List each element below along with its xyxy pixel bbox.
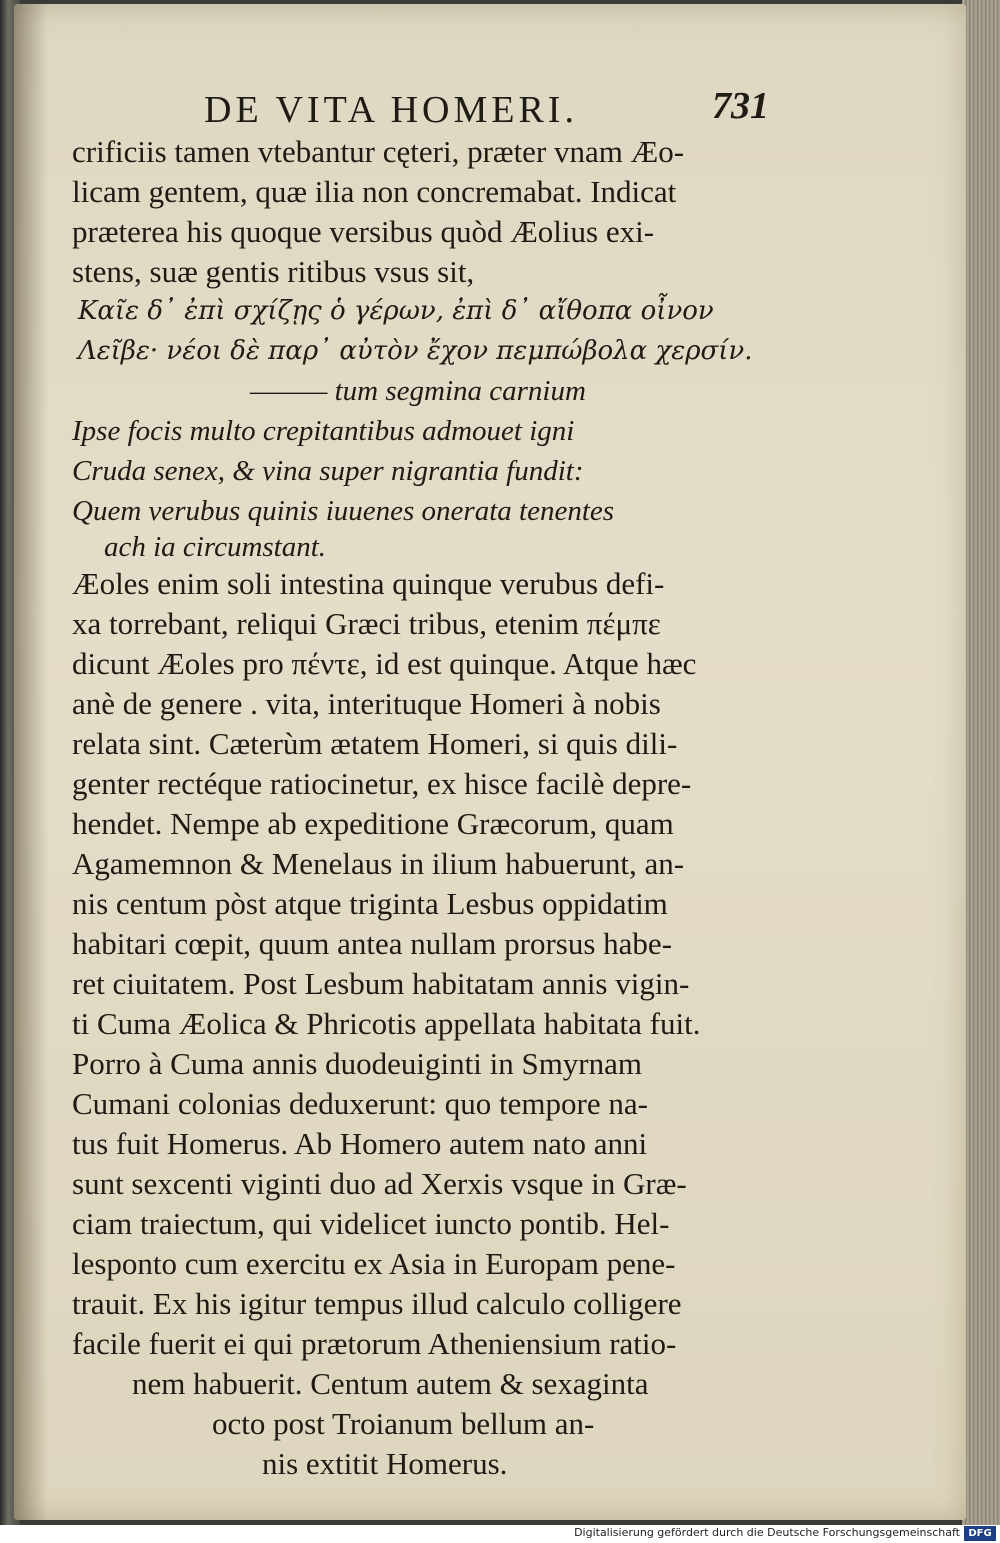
latin-verse-line: Quem verubus quinis iuuenes onerata tenentes <box>72 495 615 527</box>
text-line: relata sint. Cæterùm ætatem Homeri, si quis dili- <box>72 726 678 761</box>
text-line: ciam traiectum, qui videlicet iuncto pontib. Hel- <box>72 1206 670 1241</box>
latin-verse-line: ach ia circumstant. <box>104 531 327 563</box>
latin-verse-line: Cruda senex, & vina super nigrantia fundit: <box>72 455 584 487</box>
text-line: tus fuit Homerus. Ab Homero autem nato anni <box>72 1126 648 1161</box>
funding-credit: Digitalisierung gefördert durch die Deutsche Forschungsgemeinschaft <box>574 1526 960 1539</box>
text-line: licam gentem, quæ ilia non concremabat. Indicat <box>72 174 677 209</box>
page-number: 731 <box>712 85 769 127</box>
text-line: ret ciuitatem. Post Lesbum habitatam annis vigin- <box>72 966 690 1001</box>
text-line: habitari cœpit, quum antea nullam prorsus habe- <box>72 926 673 961</box>
text-line: nis extitit Homerus. <box>262 1446 508 1481</box>
text-line: facile fuerit ei qui prætorum Atheniensium ratio- <box>72 1326 677 1361</box>
latin-verse-line: Ipse focis multo crepitantibus admouet igni <box>72 415 575 447</box>
text-line: stens, suæ gentis ritibus vsus sit, <box>72 254 475 289</box>
greek-verse-line: Καῖε δ᾽ ἐπὶ σχίζῃς ὁ γέρων, ἐπὶ δ᾽ αἴθοπα οἶνον <box>78 296 714 326</box>
text-line: præterea his quoque versibus quòd Æolius exi- <box>72 214 655 249</box>
text-line: Porro à Cuma annis duodeuiginti in Smyrnam <box>72 1046 643 1081</box>
text-line: crificiis tamen vtebantur cęteri, præter vnam Æo- <box>72 134 685 169</box>
page-fore-edge <box>962 0 1000 1525</box>
digitization-footer <box>0 1525 1000 1543</box>
text-line: sunt sexcenti viginti duo ad Xerxis vsque in Græ- <box>72 1166 687 1201</box>
text-line: octo post Troianum bellum an- <box>212 1406 595 1441</box>
text-line: nis centum pòst atque triginta Lesbus oppidatim <box>72 886 668 921</box>
text-line: nem habuerit. Centum autem & sexaginta <box>132 1366 649 1401</box>
text-line: hendet. Nempe ab expeditione Græcorum, quam <box>72 806 674 841</box>
page-header <box>14 84 966 134</box>
text-line: dicunt Æoles pro πέντε, id est quinque. Atque hæc <box>72 646 697 681</box>
text-line: Æoles enim soli intestina quinque verubus defi- <box>72 566 665 601</box>
text-line: Cumani colonias deduxerunt: quo tempore na- <box>72 1086 648 1121</box>
text-line: Agamemnon & Menelaus in ilium habuerunt, an- <box>72 846 685 881</box>
gutter-shadow <box>14 4 48 1520</box>
book-page <box>14 4 966 1520</box>
text-line: trauit. Ex his igitur tempus illud calculo colligere <box>72 1286 682 1321</box>
greek-verse-line: Λεῖβε· νέοι δὲ παρ᾽ αὐτὸν ἔχον πεμπώβολα χερσίν. <box>78 336 753 366</box>
text-line: lesponto cum exercitu ex Asia in Europam pene- <box>72 1246 676 1281</box>
text-line: anè de genere . vita, interituque Homeri à nobis <box>72 686 661 721</box>
text-line: genter rectéque ratiocinetur, ex hisce facilè depre- <box>72 766 692 801</box>
text-line: ti Cuma Æolica & Phricotis appellata habitata fuit. <box>72 1006 701 1041</box>
latin-verse-line: ——— tum segmina carnium <box>250 375 586 407</box>
running-title: DE VITA HOMERI. <box>204 89 578 131</box>
dfg-logo: DFG <box>964 1526 996 1541</box>
text-line: xa torrebant, reliqui Græci tribus, etenim πέμπε <box>72 606 661 641</box>
